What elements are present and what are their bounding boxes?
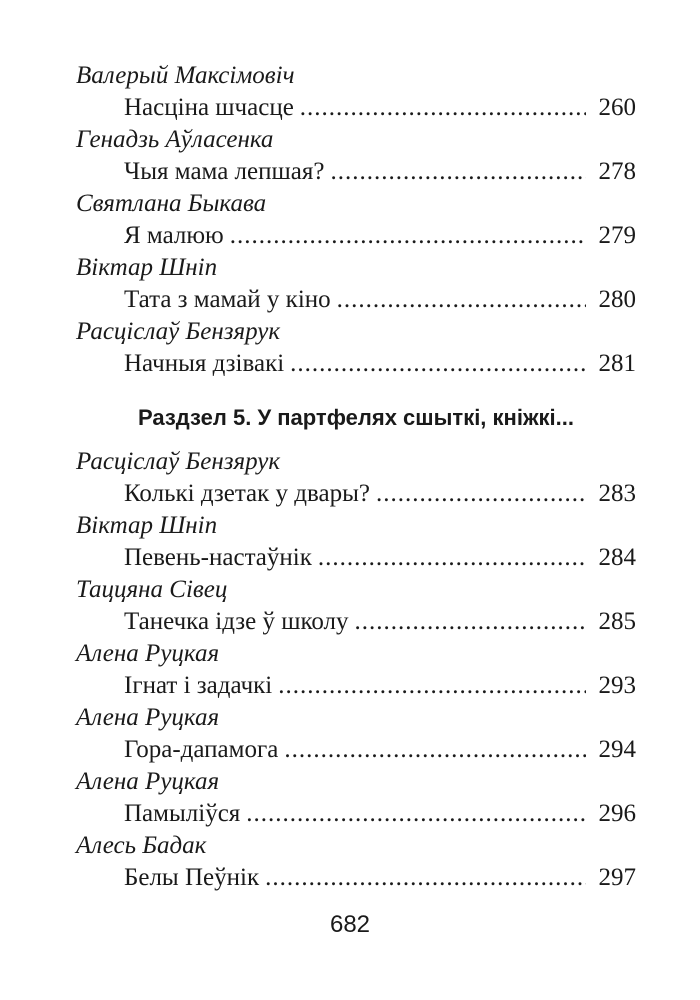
dot-leader [355, 606, 587, 638]
entry-title: Гора-дапамога [124, 736, 279, 763]
toc-entry [76, 124, 636, 188]
entry-author: Віктар Шніп [76, 254, 218, 281]
toc-entry [76, 188, 636, 252]
entry-title: Чыя мама лепшая? [124, 158, 325, 185]
entry-title-row [76, 734, 636, 766]
toc-entry [76, 574, 636, 638]
entry-title-row [76, 670, 636, 702]
entry-page-number: 260 [598, 94, 636, 121]
entry-page-number: 284 [598, 544, 636, 571]
entry-title: Начныя дзівакі [124, 350, 285, 377]
toc-entry [76, 702, 636, 766]
entry-author: Віктар Шніп [76, 512, 218, 539]
entry-title-row [76, 606, 636, 638]
entry-author: Расціслаў Бензярук [76, 448, 281, 475]
entry-title-row [76, 862, 636, 894]
entry-author: Расціслаў Бензярук [76, 318, 281, 345]
toc-entry [76, 446, 636, 510]
entry-author: Генадзь Аўласенка [76, 126, 274, 153]
toc-entry [76, 638, 636, 702]
entry-title: Памыліўся [124, 800, 241, 827]
entry-author: Валерый Максімовіч [76, 62, 295, 89]
dot-leader [265, 862, 586, 894]
dot-leader [337, 284, 586, 316]
dot-leader [230, 220, 586, 252]
dot-leader [318, 542, 586, 574]
entry-page-number: 280 [598, 286, 636, 313]
entry-title-row [76, 220, 636, 252]
entry-page-number: 297 [598, 864, 636, 891]
dot-leader [376, 478, 586, 510]
entry-title: Я малюю [124, 222, 224, 249]
entry-page-number: 293 [598, 672, 636, 699]
section-heading: Раздзел 5. У партфелях сшыткі, кніжкі... [137, 405, 575, 430]
toc-entry [76, 316, 636, 380]
page-number-folio: 682 [329, 911, 371, 938]
entry-author: Святлана Быкава [76, 190, 267, 217]
entry-page-number: 278 [598, 158, 636, 185]
entry-title-row [76, 348, 636, 380]
toc-entry [76, 510, 636, 574]
entry-page-number: 281 [598, 350, 636, 377]
entry-page-number: 296 [598, 800, 636, 827]
entry-title: Ігнат і задачкі [124, 672, 273, 699]
entry-author: Алена Руцкая [76, 768, 220, 795]
entry-author: Таццяна Сівец [76, 576, 228, 603]
entry-title-row [76, 478, 636, 510]
dot-leader [300, 92, 586, 124]
dot-leader [284, 734, 586, 766]
entry-title-row [76, 92, 636, 124]
dot-leader [290, 348, 586, 380]
dot-leader [246, 798, 586, 830]
toc-entry [76, 830, 636, 894]
toc-entry [76, 766, 636, 830]
table-of-contents [76, 60, 636, 894]
entry-title: Тата з мамай у кіно [124, 286, 331, 313]
dot-leader [330, 156, 586, 188]
entry-title-row [76, 798, 636, 830]
entry-title: Насціна шчасце [124, 94, 294, 121]
dot-leader [278, 670, 586, 702]
toc-entry [76, 60, 636, 124]
entry-author: Алена Руцкая [76, 704, 220, 731]
entry-title-row [76, 156, 636, 188]
entry-title: Колькі дзетак у двары? [124, 480, 370, 507]
entry-title: Певень-настаўнік [124, 544, 312, 571]
entry-author: Алесь Бадак [76, 832, 207, 859]
entry-page-number: 283 [598, 480, 636, 507]
entry-page-number: 279 [598, 222, 636, 249]
entry-title: Танечка ідзе ў школу [124, 608, 349, 635]
entry-title-row [76, 284, 636, 316]
entry-title-row [76, 542, 636, 574]
entry-page-number: 285 [598, 608, 636, 635]
entry-title: Белы Пеўнік [124, 864, 260, 891]
entry-page-number: 294 [598, 736, 636, 763]
entry-author: Алена Руцкая [76, 640, 220, 667]
toc-entry [76, 252, 636, 316]
